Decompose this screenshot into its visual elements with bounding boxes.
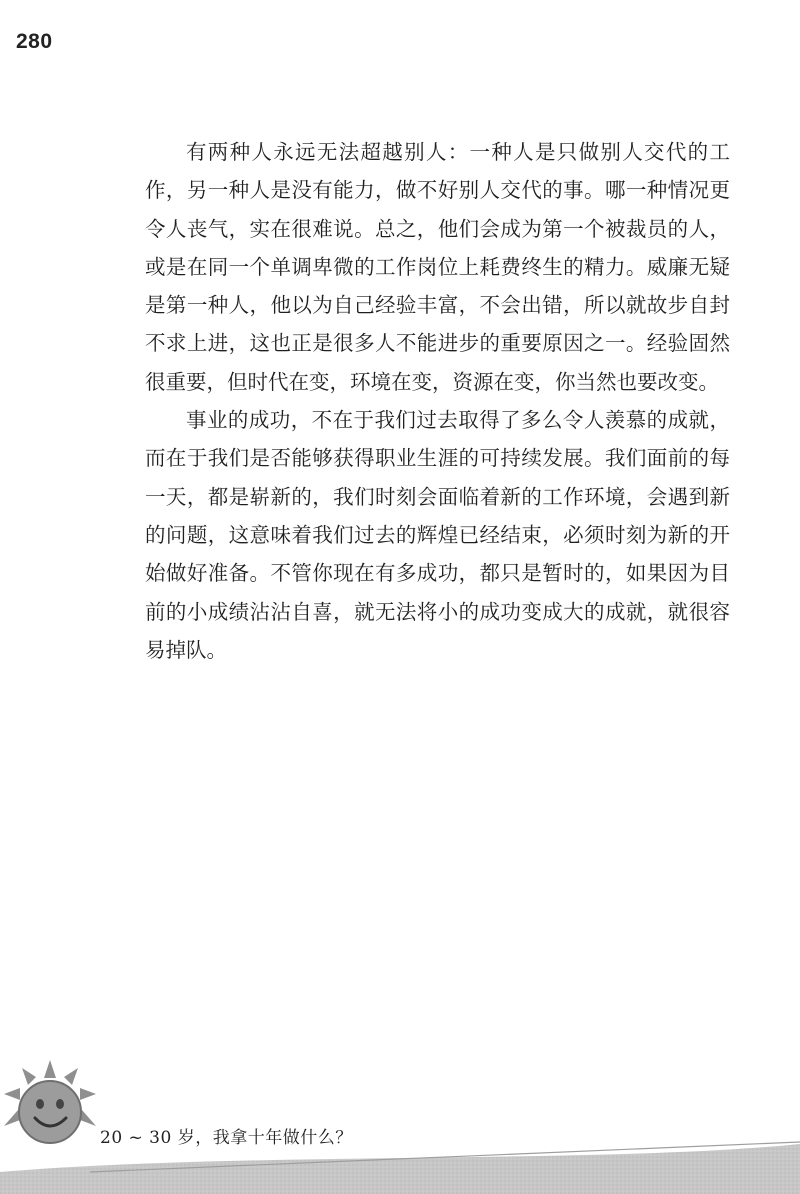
running-footer-title: 20 ~ 30 岁，我拿十年做什么？ [100,1128,353,1148]
paragraph-1: 有两种人永远无法超越别人：一种人是只做别人交代的工作，另一种人是没有能力，做不好别人交代的事。哪一种情况更令人丧气，实在很难说。总之，他们会成为第一个被裁员的人，或是在同一个单调卑微的工作岗位上耗费终生的精力。威廉无疑是第一种人，他以为自己经验丰富，不会出错，所以就故步自封不求上进，这也正是很多人不能进步的重要原因之一。经验固然很重要，但时代在变，环境在变，资源在变，你当然也要改变。 [145,140,730,394]
page-footer [0,1064,800,1194]
page-number: 280 [16,30,53,53]
body-text [145,133,730,669]
smiling-sun-icon [0,1054,110,1164]
paragraph-2: 事业的成功，不在于我们过去取得了多么令人羡慕的成就，而在于我们是否能够获得职业生涯的可持续发展。我们面前的每一天，都是崭新的，我们时刻会面临着新的工作环境，会遇到新的问题，这意味着我们过去的辉煌已经结束，必须时刻为新的开始做好准备。不管你现在有多成功，都只是暂时的，如果因为目前的小成绩沾沾自喜，就无法将小的成功变成大的成就，就很容易掉队。 [145,408,730,662]
